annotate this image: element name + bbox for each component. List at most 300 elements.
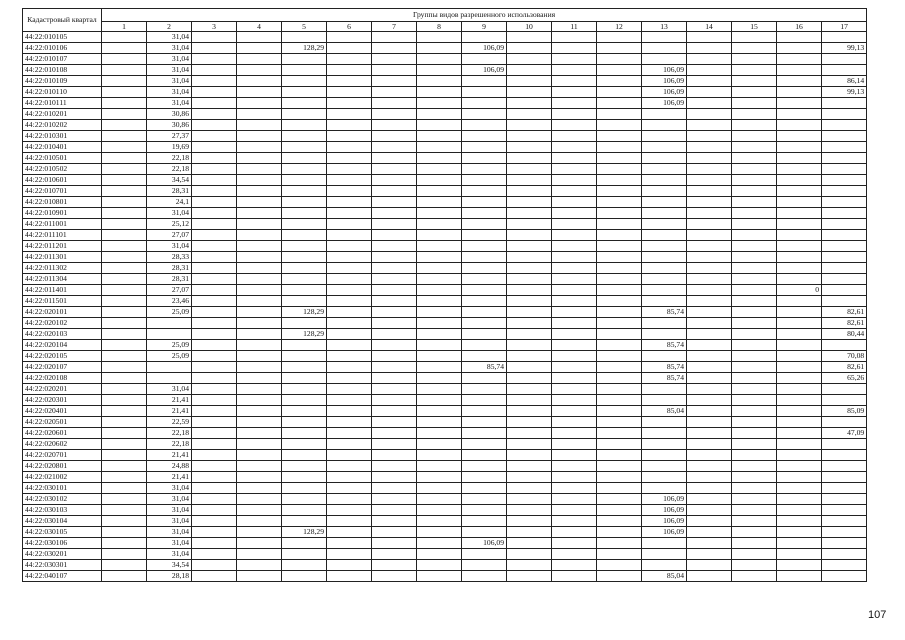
value-cell-col-11 [552, 98, 597, 109]
value-cell-col-9 [462, 516, 507, 527]
value-cell-col-13 [642, 186, 687, 197]
value-cell-col-11 [552, 483, 597, 494]
value-cell-col-8 [417, 538, 462, 549]
value-cell-col-15 [732, 252, 777, 263]
value-cell-col-1 [102, 263, 147, 274]
value-cell-col-6 [327, 43, 372, 54]
table-row [23, 384, 867, 395]
value-cell-col-17 [822, 131, 867, 142]
value-cell-col-9 [462, 142, 507, 153]
value-cell-col-7 [372, 43, 417, 54]
value-cell-col-7 [372, 54, 417, 65]
value-cell-col-15 [732, 197, 777, 208]
value-cell-col-3 [192, 450, 237, 461]
value-cell-col-10 [507, 32, 552, 43]
value-cell-col-7 [372, 230, 417, 241]
value-cell-col-6 [327, 549, 372, 560]
value-cell-col-1 [102, 373, 147, 384]
value-cell-col-8 [417, 142, 462, 153]
table-row [23, 164, 867, 175]
value-cell-col-7 [372, 76, 417, 87]
value-cell-col-14 [687, 472, 732, 483]
cadastral-code-cell: 44:22:010201 [23, 109, 102, 120]
value-cell-col-11 [552, 351, 597, 362]
value-cell-col-5 [282, 252, 327, 263]
page-number: 107 [868, 609, 887, 621]
value-cell-col-13 [642, 120, 687, 131]
value-cell-col-8 [417, 417, 462, 428]
value-cell-col-16 [777, 439, 822, 450]
value-cell-col-8 [417, 406, 462, 417]
value-cell-col-15 [732, 131, 777, 142]
value-cell-col-7 [372, 472, 417, 483]
value-cell-col-5 [282, 186, 327, 197]
value-cell-col-5 [282, 494, 327, 505]
value-cell-col-7 [372, 461, 417, 472]
table-row [23, 351, 867, 362]
value-cell-col-16 [777, 175, 822, 186]
value-cell-col-6 [327, 230, 372, 241]
value-cell-col-2: 31,04 [147, 65, 192, 76]
table-row [23, 318, 867, 329]
value-cell-col-16 [777, 472, 822, 483]
value-cell-col-10 [507, 351, 552, 362]
value-cell-col-16 [777, 76, 822, 87]
value-cell-col-16 [777, 340, 822, 351]
value-cell-col-10 [507, 54, 552, 65]
value-cell-col-1 [102, 406, 147, 417]
value-cell-col-6 [327, 516, 372, 527]
value-cell-col-7 [372, 428, 417, 439]
value-cell-col-10 [507, 285, 552, 296]
cadastral-code-cell: 44:22:011501 [23, 296, 102, 307]
value-cell-col-17 [822, 505, 867, 516]
value-cell-col-6 [327, 142, 372, 153]
value-cell-col-6 [327, 461, 372, 472]
value-cell-col-10 [507, 494, 552, 505]
value-cell-col-13 [642, 439, 687, 450]
value-cell-col-5 [282, 131, 327, 142]
value-cell-col-1 [102, 87, 147, 98]
value-cell-col-7 [372, 373, 417, 384]
value-cell-col-12 [597, 263, 642, 274]
value-cell-col-17 [822, 120, 867, 131]
value-cell-col-13 [642, 549, 687, 560]
value-cell-col-17: 47,09 [822, 428, 867, 439]
value-cell-col-13: 106,09 [642, 527, 687, 538]
value-cell-col-16 [777, 560, 822, 571]
table-row [23, 395, 867, 406]
value-cell-col-9 [462, 560, 507, 571]
table-row [23, 263, 867, 274]
value-cell-col-7 [372, 318, 417, 329]
value-cell-col-15 [732, 395, 777, 406]
value-cell-col-6 [327, 186, 372, 197]
value-cell-col-3 [192, 516, 237, 527]
value-cell-col-14 [687, 461, 732, 472]
value-cell-col-4 [237, 373, 282, 384]
value-cell-col-13 [642, 560, 687, 571]
value-cell-col-2: 27,07 [147, 230, 192, 241]
value-cell-col-3 [192, 263, 237, 274]
cadastral-code-cell: 44:22:020701 [23, 450, 102, 461]
value-cell-col-14 [687, 571, 732, 582]
value-cell-col-11 [552, 76, 597, 87]
value-cell-col-8 [417, 230, 462, 241]
value-cell-col-5 [282, 351, 327, 362]
value-cell-col-1 [102, 230, 147, 241]
value-cell-col-16 [777, 98, 822, 109]
value-cell-col-5 [282, 384, 327, 395]
value-cell-col-15 [732, 538, 777, 549]
value-cell-col-2: 31,04 [147, 549, 192, 560]
table-row [23, 153, 867, 164]
value-cell-col-14 [687, 406, 732, 417]
value-cell-col-6 [327, 65, 372, 76]
value-cell-col-17: 80,44 [822, 329, 867, 340]
value-cell-col-9 [462, 120, 507, 131]
value-cell-col-5 [282, 395, 327, 406]
value-cell-col-8 [417, 549, 462, 560]
value-cell-col-2: 31,04 [147, 54, 192, 65]
value-cell-col-9 [462, 186, 507, 197]
column-number-8: 8 [417, 22, 462, 32]
value-cell-col-14 [687, 120, 732, 131]
value-cell-col-12 [597, 329, 642, 340]
value-cell-col-2: 28,31 [147, 263, 192, 274]
value-cell-col-15 [732, 406, 777, 417]
value-cell-col-17 [822, 472, 867, 483]
value-cell-col-16 [777, 65, 822, 76]
value-cell-col-5 [282, 417, 327, 428]
table-row [23, 43, 867, 54]
value-cell-col-16 [777, 263, 822, 274]
value-cell-col-5 [282, 483, 327, 494]
cadastral-code-cell: 44:22:020102 [23, 318, 102, 329]
value-cell-col-11 [552, 175, 597, 186]
value-cell-col-13: 85,04 [642, 406, 687, 417]
value-cell-col-6 [327, 340, 372, 351]
value-cell-col-9 [462, 296, 507, 307]
value-cell-col-9 [462, 505, 507, 516]
value-cell-col-5 [282, 175, 327, 186]
value-cell-col-11 [552, 406, 597, 417]
value-cell-col-3 [192, 54, 237, 65]
value-cell-col-12 [597, 340, 642, 351]
value-cell-col-7 [372, 571, 417, 582]
value-cell-col-2: 22,18 [147, 439, 192, 450]
value-cell-col-15 [732, 153, 777, 164]
value-cell-col-17 [822, 175, 867, 186]
value-cell-col-11 [552, 461, 597, 472]
value-cell-col-7 [372, 98, 417, 109]
value-cell-col-10 [507, 131, 552, 142]
cadastral-code-cell: 44:22:020602 [23, 439, 102, 450]
value-cell-col-11 [552, 505, 597, 516]
value-cell-col-14 [687, 153, 732, 164]
value-cell-col-7 [372, 494, 417, 505]
column-number-15: 15 [732, 22, 777, 32]
value-cell-col-4 [237, 54, 282, 65]
value-cell-col-13 [642, 164, 687, 175]
value-cell-col-6 [327, 395, 372, 406]
value-cell-col-5 [282, 230, 327, 241]
value-cell-col-11 [552, 252, 597, 263]
value-cell-col-4 [237, 208, 282, 219]
column-number-13: 13 [642, 22, 687, 32]
value-cell-col-1 [102, 472, 147, 483]
value-cell-col-3 [192, 208, 237, 219]
value-cell-col-12 [597, 175, 642, 186]
value-cell-col-8 [417, 318, 462, 329]
cadastral-code-cell: 44:22:010202 [23, 120, 102, 131]
value-cell-col-17 [822, 571, 867, 582]
value-cell-col-12 [597, 230, 642, 241]
value-cell-col-3 [192, 131, 237, 142]
value-cell-col-6 [327, 329, 372, 340]
value-cell-col-4 [237, 428, 282, 439]
value-cell-col-9 [462, 263, 507, 274]
value-cell-col-9 [462, 428, 507, 439]
cadastral-code-cell: 44:22:011401 [23, 285, 102, 296]
value-cell-col-14 [687, 307, 732, 318]
value-cell-col-4 [237, 472, 282, 483]
value-cell-col-17 [822, 549, 867, 560]
value-cell-col-5: 128,29 [282, 43, 327, 54]
value-cell-col-12 [597, 373, 642, 384]
value-cell-col-4 [237, 274, 282, 285]
value-cell-col-10 [507, 318, 552, 329]
value-cell-col-7 [372, 285, 417, 296]
value-cell-col-10 [507, 417, 552, 428]
cadastral-code-cell: 44:22:020201 [23, 384, 102, 395]
value-cell-col-9 [462, 175, 507, 186]
value-cell-col-16 [777, 428, 822, 439]
value-cell-col-5 [282, 142, 327, 153]
value-cell-col-7 [372, 153, 417, 164]
value-cell-col-14 [687, 164, 732, 175]
cadastral-code-cell: 44:22:040107 [23, 571, 102, 582]
value-cell-col-4 [237, 329, 282, 340]
value-cell-col-12 [597, 109, 642, 120]
value-cell-col-5 [282, 65, 327, 76]
column-number-5: 5 [282, 22, 327, 32]
value-cell-col-3 [192, 296, 237, 307]
value-cell-col-17 [822, 274, 867, 285]
value-cell-col-11 [552, 516, 597, 527]
value-cell-col-7 [372, 560, 417, 571]
value-cell-col-14 [687, 87, 732, 98]
value-cell-col-14 [687, 527, 732, 538]
value-cell-col-13 [642, 472, 687, 483]
value-cell-col-2: 31,04 [147, 483, 192, 494]
value-cell-col-10 [507, 549, 552, 560]
value-cell-col-1 [102, 32, 147, 43]
value-cell-col-3 [192, 109, 237, 120]
cadastral-code-cell: 44:22:010109 [23, 76, 102, 87]
value-cell-col-9 [462, 571, 507, 582]
value-cell-col-12 [597, 296, 642, 307]
value-cell-col-4 [237, 32, 282, 43]
value-cell-col-3 [192, 494, 237, 505]
value-cell-col-11 [552, 142, 597, 153]
table-row [23, 87, 867, 98]
value-cell-col-5 [282, 153, 327, 164]
value-cell-col-14 [687, 175, 732, 186]
column-number-7: 7 [372, 22, 417, 32]
value-cell-col-3 [192, 65, 237, 76]
value-cell-col-17 [822, 164, 867, 175]
value-cell-col-13 [642, 318, 687, 329]
value-cell-col-10 [507, 483, 552, 494]
value-cell-col-10 [507, 186, 552, 197]
value-cell-col-4 [237, 285, 282, 296]
value-cell-col-9 [462, 164, 507, 175]
value-cell-col-6 [327, 439, 372, 450]
value-cell-col-3 [192, 43, 237, 54]
value-cell-col-8 [417, 560, 462, 571]
value-cell-col-7 [372, 417, 417, 428]
value-cell-col-7 [372, 274, 417, 285]
value-cell-col-11 [552, 54, 597, 65]
table-row [23, 450, 867, 461]
value-cell-col-9 [462, 131, 507, 142]
value-cell-col-7 [372, 362, 417, 373]
value-cell-col-3 [192, 340, 237, 351]
value-cell-col-16 [777, 494, 822, 505]
value-cell-col-1 [102, 417, 147, 428]
value-cell-col-11 [552, 153, 597, 164]
cadastral-code-cell: 44:22:030102 [23, 494, 102, 505]
value-cell-col-6 [327, 285, 372, 296]
value-cell-col-14 [687, 76, 732, 87]
value-cell-col-14 [687, 252, 732, 263]
value-cell-col-14 [687, 65, 732, 76]
value-cell-col-16 [777, 274, 822, 285]
table-row [23, 142, 867, 153]
value-cell-col-7 [372, 549, 417, 560]
value-cell-col-2: 27,07 [147, 285, 192, 296]
value-cell-col-4 [237, 549, 282, 560]
value-cell-col-10 [507, 560, 552, 571]
value-cell-col-2 [147, 373, 192, 384]
value-cell-col-16: 0 [777, 285, 822, 296]
value-cell-col-11 [552, 241, 597, 252]
value-cell-col-2: 22,18 [147, 428, 192, 439]
cadastral-code-cell: 44:22:011302 [23, 263, 102, 274]
value-cell-col-8 [417, 285, 462, 296]
value-cell-col-1 [102, 395, 147, 406]
value-cell-col-2: 31,04 [147, 384, 192, 395]
cadastral-code-cell: 44:22:010501 [23, 153, 102, 164]
value-cell-col-13 [642, 252, 687, 263]
value-cell-col-15 [732, 560, 777, 571]
land-value-table [22, 8, 867, 582]
value-cell-col-11 [552, 340, 597, 351]
value-cell-col-10 [507, 208, 552, 219]
value-cell-col-2 [147, 362, 192, 373]
table-row [23, 461, 867, 472]
value-cell-col-8 [417, 131, 462, 142]
value-cell-col-3 [192, 428, 237, 439]
value-cell-col-9 [462, 351, 507, 362]
cadastral-code-cell: 44:22:011201 [23, 241, 102, 252]
value-cell-col-14 [687, 538, 732, 549]
column-number-12: 12 [597, 22, 642, 32]
value-cell-col-10 [507, 439, 552, 450]
value-cell-col-7 [372, 208, 417, 219]
value-cell-col-2: 25,09 [147, 351, 192, 362]
value-cell-col-4 [237, 450, 282, 461]
value-cell-col-12 [597, 351, 642, 362]
value-cell-col-5 [282, 241, 327, 252]
table-row [23, 109, 867, 120]
usage-groups-header: Группы видов разрешенного использования [102, 9, 867, 22]
value-cell-col-2: 30,86 [147, 120, 192, 131]
value-cell-col-13 [642, 208, 687, 219]
column-number-10: 10 [507, 22, 552, 32]
table-row [23, 296, 867, 307]
table-row [23, 373, 867, 384]
value-cell-col-10 [507, 406, 552, 417]
value-cell-col-10 [507, 428, 552, 439]
value-cell-col-17 [822, 483, 867, 494]
value-cell-col-10 [507, 461, 552, 472]
value-cell-col-17 [822, 142, 867, 153]
value-cell-col-3 [192, 153, 237, 164]
value-cell-col-8 [417, 164, 462, 175]
value-cell-col-8 [417, 87, 462, 98]
value-cell-col-14 [687, 285, 732, 296]
value-cell-col-4 [237, 527, 282, 538]
document-sheet [22, 8, 867, 582]
column-number-14: 14 [687, 22, 732, 32]
value-cell-col-7 [372, 263, 417, 274]
value-cell-col-16 [777, 153, 822, 164]
cadastral-code-cell: 44:22:021002 [23, 472, 102, 483]
value-cell-col-3 [192, 164, 237, 175]
value-cell-col-9 [462, 307, 507, 318]
value-cell-col-15 [732, 461, 777, 472]
value-cell-col-14 [687, 483, 732, 494]
cadastral-code-cell: 44:22:011301 [23, 252, 102, 263]
table-row [23, 252, 867, 263]
value-cell-col-4 [237, 560, 282, 571]
value-cell-col-8 [417, 120, 462, 131]
cadastral-code-cell: 44:22:010111 [23, 98, 102, 109]
value-cell-col-13 [642, 384, 687, 395]
value-cell-col-1 [102, 439, 147, 450]
value-cell-col-7 [372, 296, 417, 307]
value-cell-col-3 [192, 439, 237, 450]
value-cell-col-2: 21,41 [147, 406, 192, 417]
value-cell-col-2: 31,04 [147, 87, 192, 98]
value-cell-col-11 [552, 439, 597, 450]
value-cell-col-10 [507, 164, 552, 175]
value-cell-col-3 [192, 329, 237, 340]
value-cell-col-11 [552, 571, 597, 582]
cadastral-code-cell: 44:22:030105 [23, 527, 102, 538]
value-cell-col-3 [192, 87, 237, 98]
value-cell-col-7 [372, 197, 417, 208]
table-row [23, 406, 867, 417]
value-cell-col-6 [327, 54, 372, 65]
value-cell-col-1 [102, 65, 147, 76]
value-cell-col-7 [372, 131, 417, 142]
value-cell-col-15 [732, 373, 777, 384]
value-cell-col-5 [282, 439, 327, 450]
value-cell-col-2: 24,1 [147, 197, 192, 208]
